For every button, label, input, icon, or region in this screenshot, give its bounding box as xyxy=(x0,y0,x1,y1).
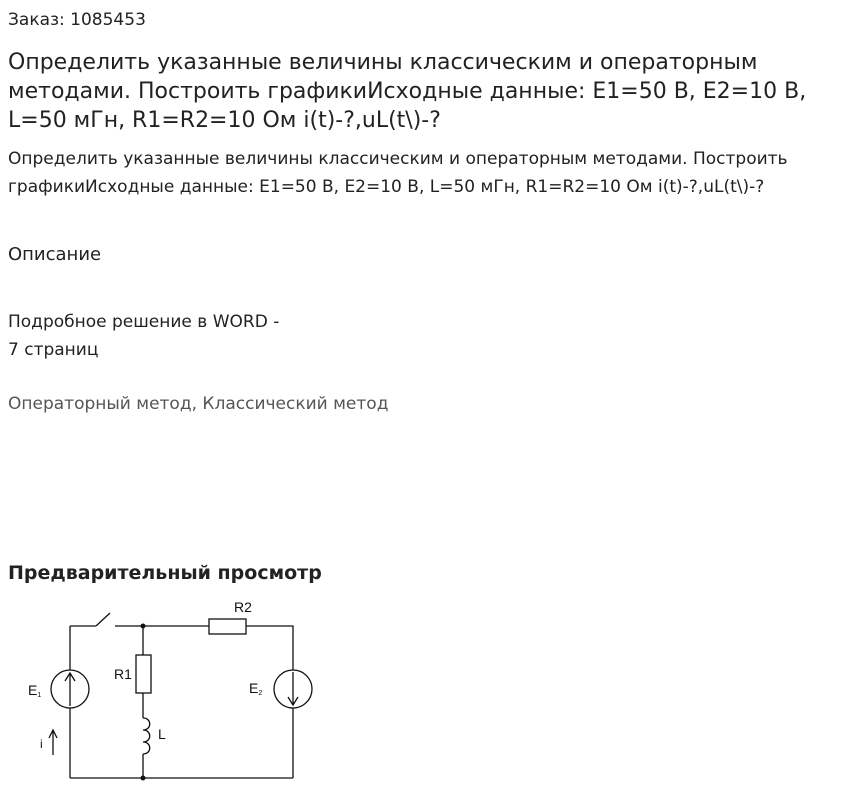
e2-label: E2 xyxy=(249,680,263,697)
r1-resistor xyxy=(136,655,151,693)
r2-label: R2 xyxy=(234,599,252,615)
page-title: Определить указанные величины классическим и операторным методами. Построить графикиИсходные данные: E1=50 В, E2=10 В, L=50 мГн, R1=R2=10 Ом i(t)-?,uL(t\)-? xyxy=(8,50,807,133)
tags: Операторный метод, Классический метод xyxy=(8,394,389,414)
e2-arrow xyxy=(288,672,298,705)
l-label: L xyxy=(158,726,166,742)
i-label: i xyxy=(40,737,43,751)
solution-format: Подробное решение в WORD - xyxy=(8,312,280,332)
e1-label: E1 xyxy=(28,682,42,699)
r1-label: R1 xyxy=(114,666,132,682)
r2-resistor xyxy=(209,619,246,634)
solution-info xyxy=(8,308,279,364)
junction-bottom xyxy=(141,776,146,781)
e1-arrow xyxy=(65,673,75,706)
switch xyxy=(96,613,110,626)
circuit-diagram xyxy=(0,590,340,790)
description-heading: Описание xyxy=(8,244,102,265)
current-arrow xyxy=(49,730,57,755)
top-wire-right xyxy=(246,626,293,778)
junction-top xyxy=(141,624,146,629)
preview-heading: Предварительный просмотр xyxy=(8,562,322,584)
task-description: Определить указанные величины классическим и операторным методами. Построить графикиИсходные данные: E1=50 В, E2=10 В, L=50 мГн, R1=R2=10 Ом i(t)-?,uL(t\)-? xyxy=(8,149,788,197)
inductor xyxy=(143,718,150,754)
order-number: Заказ: 1085453 xyxy=(8,10,146,30)
solution-pages: 7 страниц xyxy=(8,340,99,360)
